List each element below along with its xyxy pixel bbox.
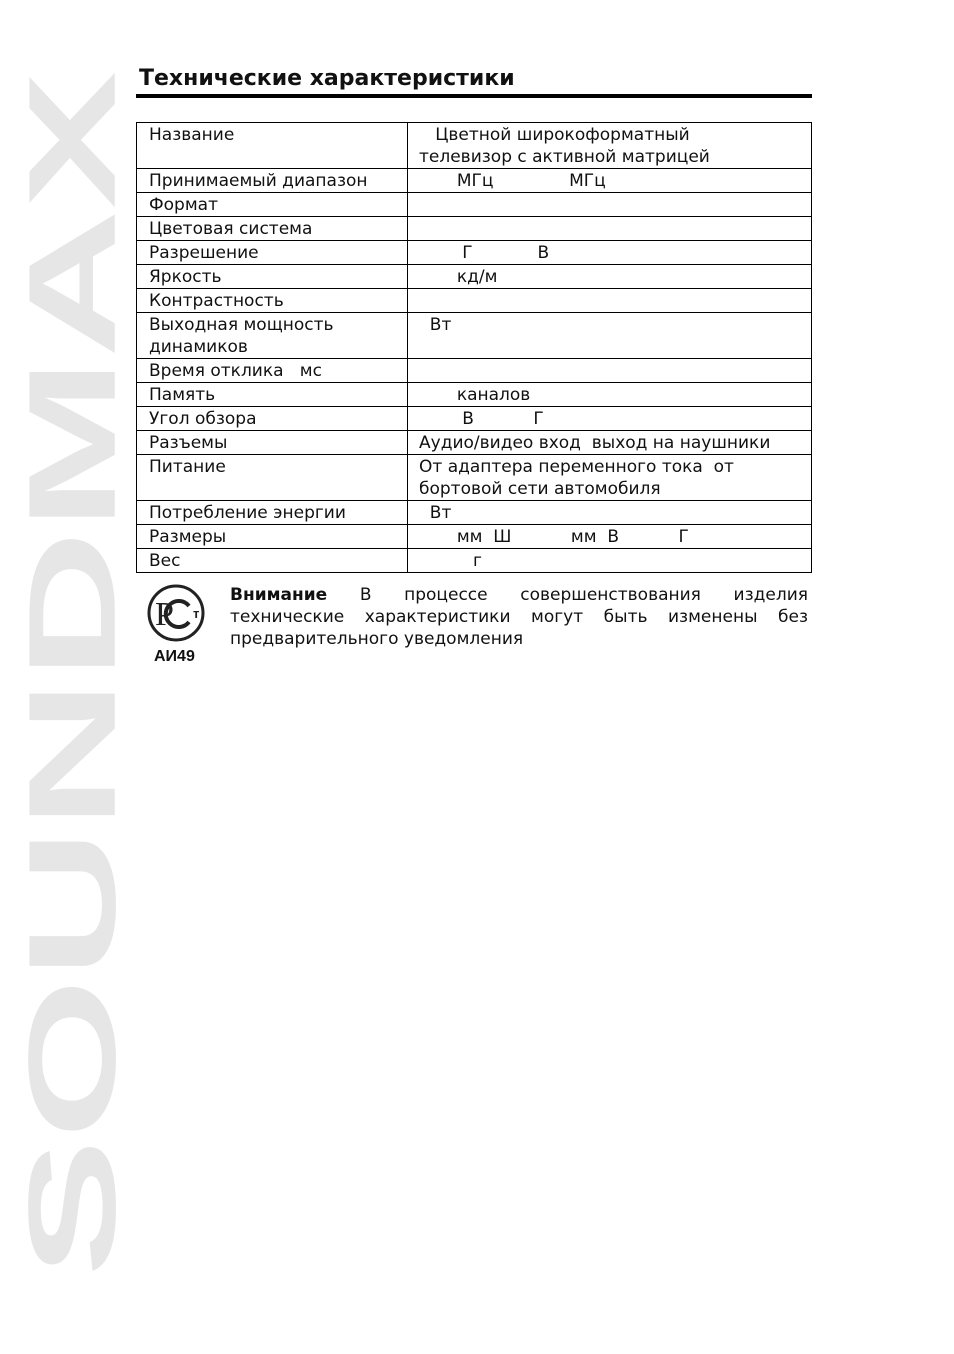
spec-row	[137, 241, 812, 265]
spec-row	[137, 193, 812, 217]
spec-label: Формат	[137, 193, 408, 217]
title-underline	[136, 94, 812, 98]
spec-label: Память	[137, 383, 408, 407]
spec-row	[137, 549, 812, 573]
spec-row	[137, 383, 812, 407]
spec-value: Вт	[408, 313, 812, 359]
svg-text:Р: Р	[155, 596, 174, 633]
notice-body: В процессе совершенствования изделия технические характеристики могут быть изменены без предварительного уведомления	[230, 585, 808, 649]
spec-row	[137, 431, 812, 455]
spec-value: мм Ш мм В Г	[408, 525, 812, 549]
spec-value: Аудио/видео вход выход на наушники	[408, 431, 812, 455]
spec-value	[408, 193, 812, 217]
spec-label: Время отклика мс	[137, 359, 408, 383]
soundmax-watermark-logo	[3, 68, 142, 1280]
svg-text:т: т	[193, 606, 200, 621]
spec-row	[137, 501, 812, 525]
spec-row	[137, 407, 812, 431]
page-title: Технические характеристики	[139, 66, 515, 91]
notice-heading: Внимание	[230, 585, 328, 605]
spec-row	[137, 217, 812, 241]
spec-label: Угол обзора	[137, 407, 408, 431]
spec-value: Цветной широкоформатный телевизор с активной матрицей	[408, 123, 812, 169]
spec-label: Разрешение	[137, 241, 408, 265]
spec-row	[137, 455, 812, 501]
spec-label: Цветовая система	[137, 217, 408, 241]
spec-row	[137, 525, 812, 549]
spec-label: Вес	[137, 549, 408, 573]
spec-label: Выходная мощность динамиков	[137, 313, 408, 359]
spec-value	[408, 217, 812, 241]
spec-label: Потребление энергии	[137, 501, 408, 525]
spec-value	[408, 289, 812, 313]
spec-value: От адаптера переменного тока от бортовой сети автомобиля	[408, 455, 812, 501]
notice-text	[230, 584, 808, 650]
spec-value	[408, 359, 812, 383]
spec-label: Контрастность	[137, 289, 408, 313]
specifications-table	[136, 122, 812, 573]
spec-value: каналов	[408, 383, 812, 407]
spec-value: МГц МГц	[408, 169, 812, 193]
spec-row	[137, 359, 812, 383]
spec-value: кд/м	[408, 265, 812, 289]
certification-code: АИ49	[154, 648, 195, 665]
spec-row	[137, 289, 812, 313]
spec-label: Название	[137, 123, 408, 169]
spec-value: г	[408, 549, 812, 573]
spec-row	[137, 313, 812, 359]
spec-label: Размеры	[137, 525, 408, 549]
spec-row	[137, 169, 812, 193]
spec-row	[137, 123, 812, 169]
spec-value: Г В	[408, 241, 812, 265]
spec-label: Принимаемый диапазон	[137, 169, 408, 193]
spec-label: Яркость	[137, 265, 408, 289]
spec-row	[137, 265, 812, 289]
spec-value: Вт	[408, 501, 812, 525]
spec-value: В Г	[408, 407, 812, 431]
spec-label: Разъемы	[137, 431, 408, 455]
spec-label: Питание	[137, 455, 408, 501]
watermark-text: SOUNDMAX	[3, 553, 142, 1277]
